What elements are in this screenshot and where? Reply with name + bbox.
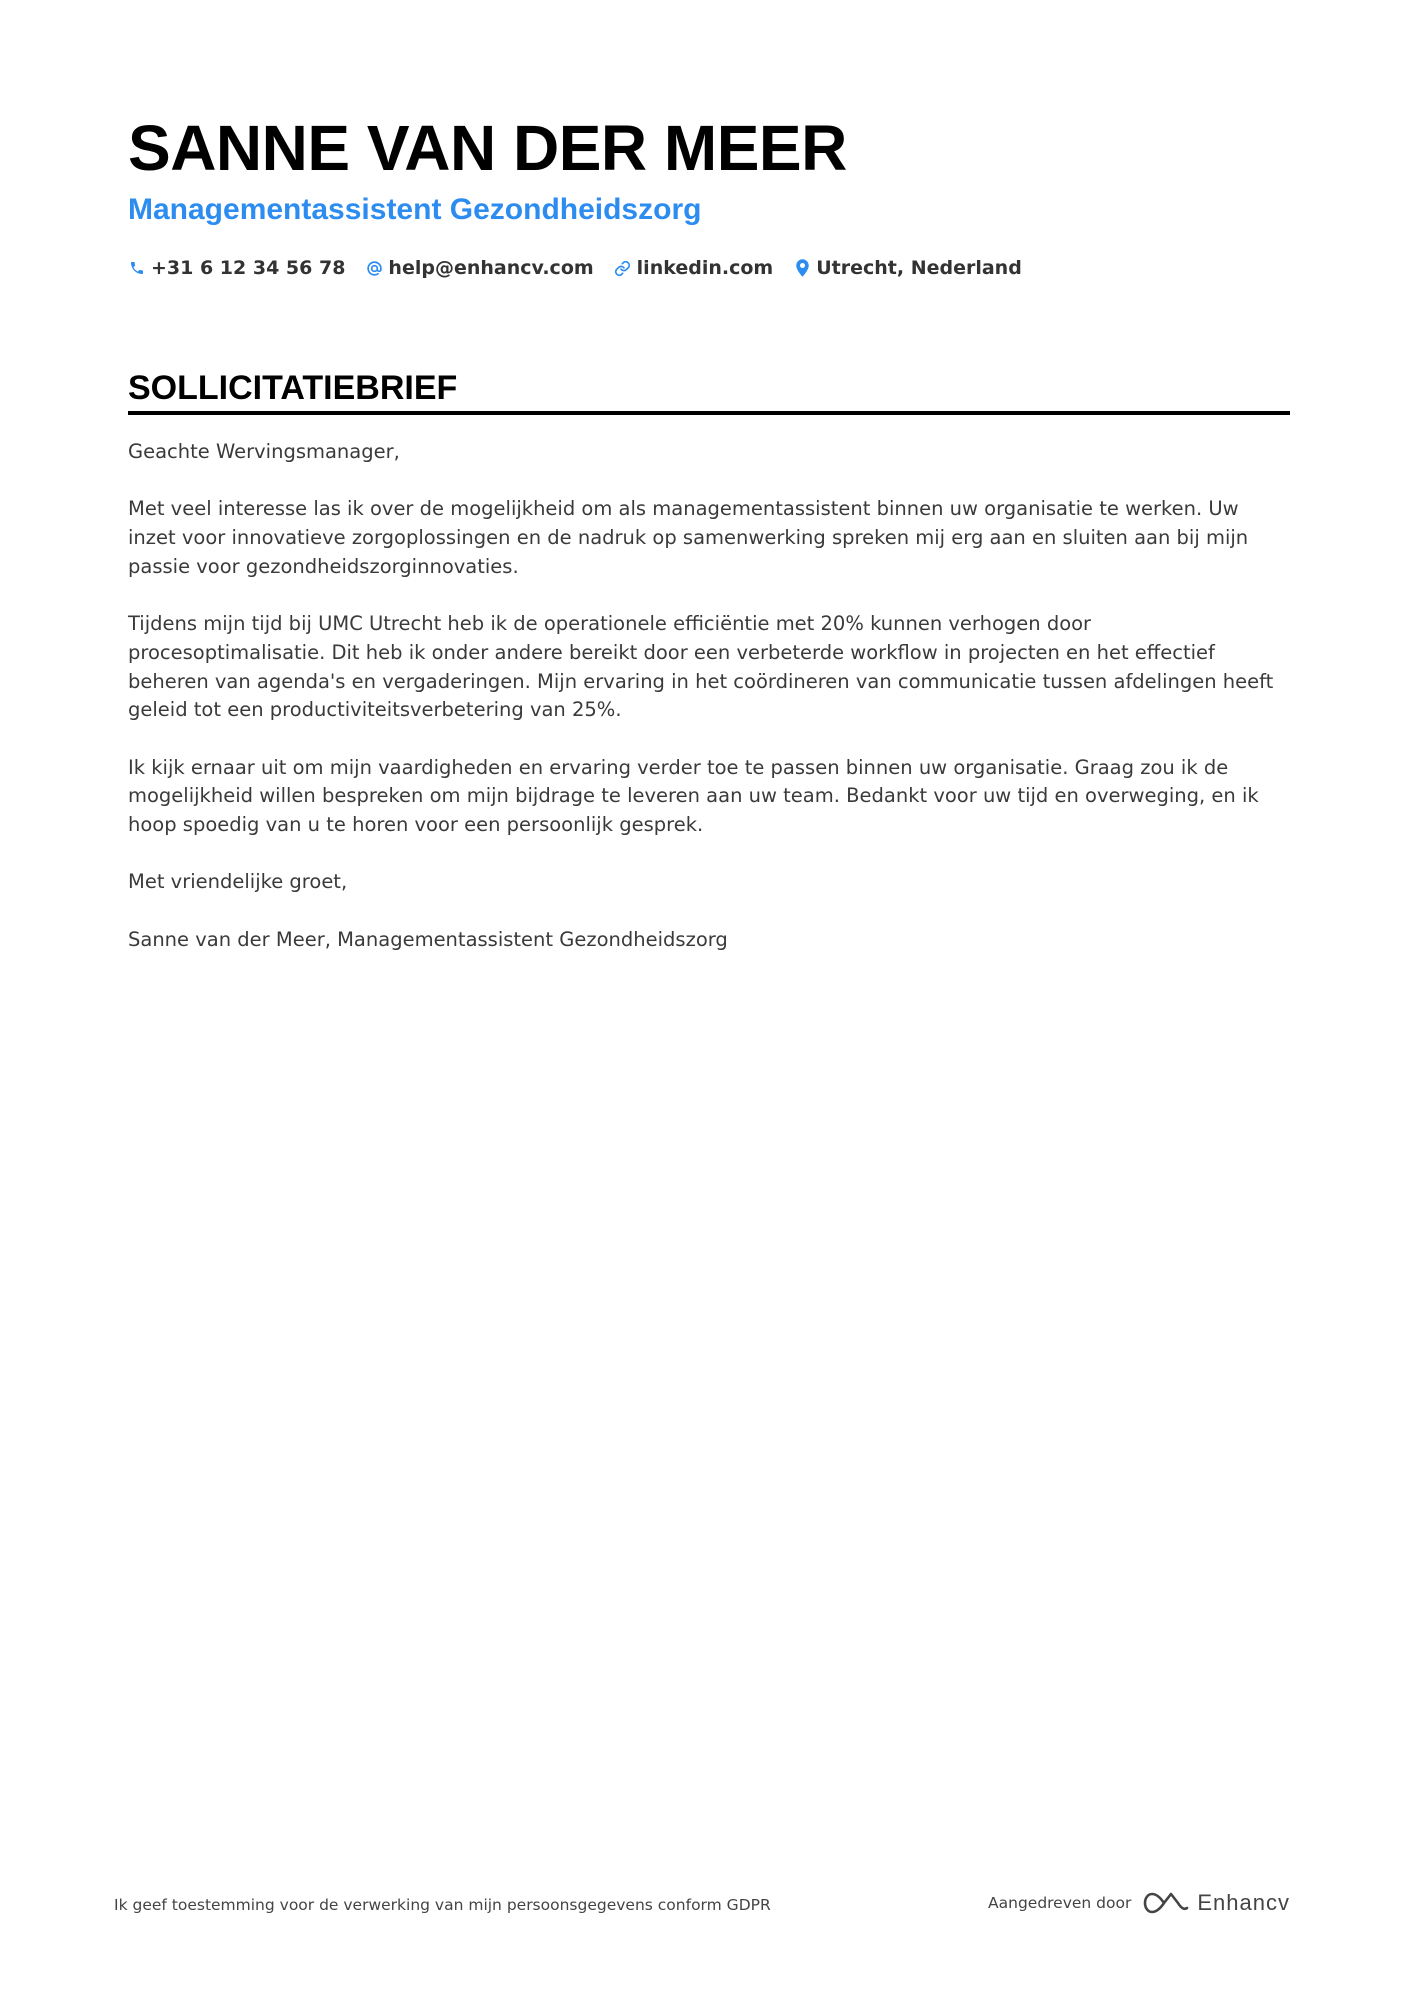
contact-phone[interactable] <box>128 257 345 279</box>
powered-by[interactable] <box>988 1890 1290 1916</box>
page-footer <box>0 1890 1410 1920</box>
enhancv-logo[interactable] <box>1143 1890 1290 1916</box>
letter-body <box>128 438 1290 983</box>
email-address: help@enhancv.com <box>388 257 594 279</box>
location-text: Utrecht, Nederland <box>816 257 1022 279</box>
job-title: Managementassistent Gezondheidszorg <box>128 193 702 226</box>
letter-signature: Sanne van der Meer, Managementassistent Gezondheidszorg <box>128 927 728 951</box>
letter-paragraph-3: Ik kijk ernaar uit om mijn vaardigheden en ervaring verder toe te passen binnen uw organisatie. Graag zou ik de mogelijkheid willen bespreken om mijn bijdrage te leveren aan uw team. Bedankt voor uw tijd en overweging, en ik hoop spoedig van u te horen voor een persoonlijk gesprek. <box>128 755 1259 837</box>
linkedin-url: linkedin.com <box>636 257 774 279</box>
phone-number: +31 6 12 34 56 78 <box>151 257 346 279</box>
gdpr-consent-text: Ik geef toestemming voor de verwerking van mijn persoonsgegevens conform GDPR <box>114 1896 771 1914</box>
contact-location <box>793 257 1022 279</box>
contact-email[interactable] <box>365 257 593 279</box>
contact-bar <box>128 252 1042 284</box>
powered-by-label: Aangedreven door <box>988 1894 1132 1912</box>
at-icon <box>365 258 383 278</box>
location-pin-icon <box>793 258 811 278</box>
section-title: SOLLICITATIEBRIEF <box>128 369 458 407</box>
letter-paragraph-1: Met veel interesse las ik over de mogelijkheid om als managementassistent binnen uw organisatie te werken. Uw inzet voor innovatieve zorgoplossingen en de nadruk op samenwerking spreken mij erg aan en sluiten aan bij mijn passie voor gezondheidszorginnovaties. <box>128 497 1249 578</box>
contact-linkedin[interactable] <box>614 257 774 279</box>
section-divider <box>128 411 1290 415</box>
candidate-name: SANNE VAN DER MEER <box>128 112 847 184</box>
link-icon <box>614 258 632 278</box>
letter-paragraph-2: Tijdens mijn tijd bij UMC Utrecht heb ik de operationele efficiëntie met 20% kunnen verhogen door procesoptimalisatie. Dit heb ik onder andere bereikt door een verbeterde workflow in projecten en het effectief beheren van agenda's en vergaderingen. Mijn ervaring in het coördineren van communicatie tussen afdelingen heeft geleid tot een productiviteitsverbetering van 25%. <box>128 612 1274 722</box>
phone-icon <box>128 258 146 278</box>
letter-closing: Met vriendelijke groet, <box>128 870 348 894</box>
enhancv-wordmark: Enhancv <box>1197 1890 1290 1915</box>
enhancv-logo-icon <box>1143 1890 1189 1916</box>
letter-salutation: Geachte Wervingsmanager, <box>128 440 400 463</box>
